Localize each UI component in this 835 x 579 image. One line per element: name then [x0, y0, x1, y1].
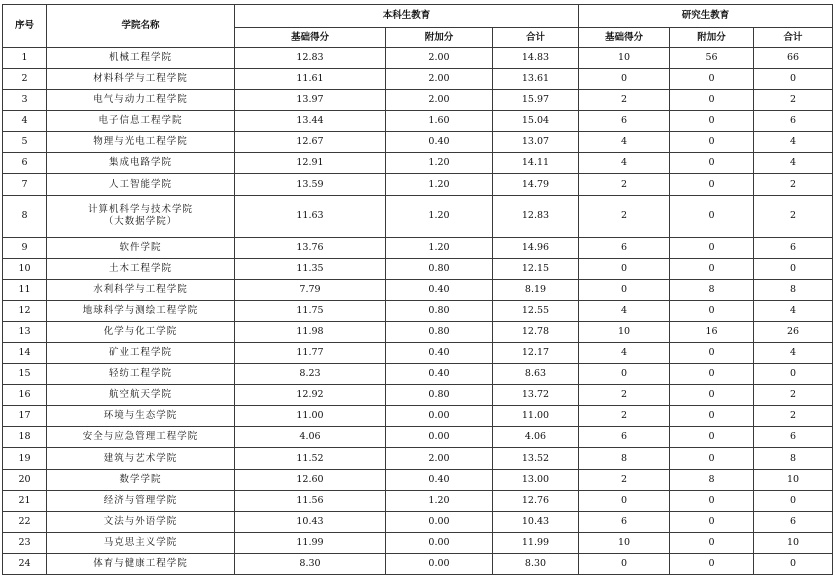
graduate-bonus-cell: 0	[670, 132, 754, 153]
undergrad-total-cell: 12.83	[493, 195, 579, 237]
graduate-total-cell: 8	[754, 448, 833, 469]
table-row	[3, 111, 833, 132]
undergrad-bonus-cell: 1.20	[386, 237, 493, 258]
undergrad-base-cell: 7.79	[235, 279, 386, 300]
undergrad-base-cell: 12.92	[235, 385, 386, 406]
college-name-line: 人工智能学院	[108, 178, 172, 190]
undergrad-bonus-cell: 0.00	[386, 406, 493, 427]
graduate-base-cell: 0	[579, 364, 670, 385]
undergrad-base-cell: 11.63	[235, 195, 386, 237]
graduate-base-cell: 6	[579, 111, 670, 132]
undergrad-base-cell: 13.97	[235, 90, 386, 111]
graduate-total-cell: 0	[754, 364, 833, 385]
undergrad-bonus-cell: 0.80	[386, 322, 493, 343]
undergrad-bonus-cell: 1.60	[386, 111, 493, 132]
college-name-cell	[47, 195, 235, 237]
graduate-base-cell: 10	[579, 48, 670, 69]
college-name-cell	[47, 343, 235, 364]
undergrad-bonus-cell: 0.40	[386, 343, 493, 364]
graduate-base-cell: 0	[579, 490, 670, 511]
college-name-line: 软件学院	[119, 241, 162, 253]
seq-cell: 2	[3, 69, 47, 90]
college-name-line: 土木工程学院	[108, 262, 172, 274]
table-row	[3, 322, 833, 343]
undergrad-base-cell: 11.00	[235, 406, 386, 427]
table-row	[3, 427, 833, 448]
undergrad-base-cell: 11.99	[235, 532, 386, 553]
graduate-bonus-cell: 0	[670, 300, 754, 321]
header-college-name: 学院名称	[47, 5, 235, 48]
graduate-bonus-cell: 0	[670, 385, 754, 406]
undergrad-base-cell: 11.52	[235, 448, 386, 469]
undergrad-base-cell: 13.59	[235, 174, 386, 195]
undergrad-base-cell: 8.23	[235, 364, 386, 385]
college-name-cell	[47, 69, 235, 90]
college-name-cell	[47, 153, 235, 174]
graduate-bonus-cell: 0	[670, 511, 754, 532]
graduate-base-cell: 4	[579, 343, 670, 364]
seq-cell: 8	[3, 195, 47, 237]
undergrad-total-cell: 13.00	[493, 469, 579, 490]
graduate-bonus-cell: 0	[670, 258, 754, 279]
graduate-total-cell: 0	[754, 258, 833, 279]
graduate-base-cell: 2	[579, 195, 670, 237]
graduate-total-cell: 6	[754, 237, 833, 258]
header-undergrad-base: 基础得分	[235, 28, 386, 48]
seq-cell: 19	[3, 448, 47, 469]
college-name-cell	[47, 300, 235, 321]
graduate-total-cell: 6	[754, 511, 833, 532]
graduate-base-cell: 0	[579, 553, 670, 574]
graduate-bonus-cell: 0	[670, 553, 754, 574]
graduate-bonus-cell: 0	[670, 195, 754, 237]
undergrad-total-cell: 13.07	[493, 132, 579, 153]
undergrad-base-cell: 12.91	[235, 153, 386, 174]
college-name-cell	[47, 322, 235, 343]
header-graduate-total: 合计	[754, 28, 833, 48]
graduate-total-cell: 4	[754, 132, 833, 153]
college-name-cell	[47, 427, 235, 448]
undergrad-bonus-cell: 0.00	[386, 511, 493, 532]
seq-cell: 20	[3, 469, 47, 490]
graduate-total-cell: 8	[754, 279, 833, 300]
undergrad-bonus-cell: 0.80	[386, 300, 493, 321]
table-row	[3, 553, 833, 574]
college-name-cell	[47, 364, 235, 385]
college-name-line: 物理与光电工程学院	[93, 136, 188, 148]
college-name-line: 电子信息工程学院	[98, 115, 183, 127]
table-row	[3, 153, 833, 174]
undergrad-total-cell: 14.96	[493, 237, 579, 258]
graduate-base-cell: 0	[579, 258, 670, 279]
graduate-total-cell: 6	[754, 427, 833, 448]
college-name-cell	[47, 48, 235, 69]
undergrad-base-cell: 11.35	[235, 258, 386, 279]
graduate-total-cell: 26	[754, 322, 833, 343]
table-header	[3, 5, 833, 48]
table-row	[3, 490, 833, 511]
graduate-bonus-cell: 16	[670, 322, 754, 343]
graduate-bonus-cell: 8	[670, 469, 754, 490]
header-undergrad-education: 本科生教育	[235, 5, 579, 28]
college-name-cell	[47, 469, 235, 490]
undergrad-base-cell: 11.56	[235, 490, 386, 511]
college-name-line: 数学学院	[119, 473, 162, 485]
undergrad-bonus-cell: 0.80	[386, 385, 493, 406]
college-name-line: 水利科学与工程学院	[93, 283, 188, 295]
header-seq: 序号	[3, 5, 47, 48]
undergrad-total-cell: 12.15	[493, 258, 579, 279]
undergrad-total-cell: 14.11	[493, 153, 579, 174]
college-name-cell	[47, 490, 235, 511]
graduate-total-cell: 0	[754, 69, 833, 90]
header-graduate-bonus: 附加分	[670, 28, 754, 48]
seq-cell: 11	[3, 279, 47, 300]
table-row	[3, 511, 833, 532]
graduate-base-cell: 2	[579, 385, 670, 406]
table-row	[3, 406, 833, 427]
college-name-cell	[47, 132, 235, 153]
undergrad-total-cell: 8.30	[493, 553, 579, 574]
graduate-bonus-cell: 0	[670, 532, 754, 553]
undergrad-bonus-cell: 2.00	[386, 90, 493, 111]
undergrad-base-cell: 10.43	[235, 511, 386, 532]
table-row	[3, 132, 833, 153]
college-name-cell	[47, 532, 235, 553]
undergrad-total-cell: 11.00	[493, 406, 579, 427]
college-name-line: 化学与化工学院	[103, 326, 178, 338]
graduate-base-cell: 10	[579, 322, 670, 343]
college-name-line: 环境与生态学院	[103, 410, 178, 422]
seq-cell: 14	[3, 343, 47, 364]
undergrad-bonus-cell: 0.40	[386, 279, 493, 300]
undergrad-base-cell: 13.76	[235, 237, 386, 258]
table-row	[3, 48, 833, 69]
seq-cell: 13	[3, 322, 47, 343]
table-row	[3, 90, 833, 111]
undergrad-total-cell: 13.61	[493, 69, 579, 90]
graduate-total-cell: 2	[754, 195, 833, 237]
graduate-bonus-cell: 0	[670, 237, 754, 258]
seq-cell: 16	[3, 385, 47, 406]
undergrad-base-cell: 12.60	[235, 469, 386, 490]
graduate-base-cell: 4	[579, 300, 670, 321]
graduate-total-cell: 10	[754, 469, 833, 490]
undergrad-total-cell: 14.79	[493, 174, 579, 195]
seq-cell: 3	[3, 90, 47, 111]
graduate-total-cell: 2	[754, 174, 833, 195]
undergrad-bonus-cell: 0.00	[386, 427, 493, 448]
seq-cell: 18	[3, 427, 47, 448]
graduate-base-cell: 8	[579, 448, 670, 469]
college-name-cell	[47, 553, 235, 574]
undergrad-total-cell: 8.19	[493, 279, 579, 300]
seq-cell: 17	[3, 406, 47, 427]
undergrad-bonus-cell: 2.00	[386, 448, 493, 469]
header-graduate-education: 研究生教育	[579, 5, 833, 28]
undergrad-base-cell: 8.30	[235, 553, 386, 574]
undergrad-base-cell: 12.83	[235, 48, 386, 69]
seq-cell: 4	[3, 111, 47, 132]
college-name-line: 矿业工程学院	[108, 347, 172, 359]
seq-cell: 9	[3, 237, 47, 258]
table-row	[3, 364, 833, 385]
undergrad-base-cell: 11.61	[235, 69, 386, 90]
seq-cell: 1	[3, 48, 47, 69]
table-row	[3, 237, 833, 258]
college-name-line: 集成电路学院	[108, 157, 172, 169]
table-row	[3, 279, 833, 300]
graduate-total-cell: 4	[754, 343, 833, 364]
college-name-cell	[47, 511, 235, 532]
college-name-cell	[47, 258, 235, 279]
table-row	[3, 258, 833, 279]
header-undergrad-bonus: 附加分	[386, 28, 493, 48]
graduate-bonus-cell: 0	[670, 111, 754, 132]
college-name-line: 材料科学与工程学院	[93, 73, 188, 85]
table-body	[3, 48, 833, 575]
graduate-bonus-cell: 0	[670, 490, 754, 511]
graduate-total-cell: 2	[754, 90, 833, 111]
graduate-total-cell: 4	[754, 300, 833, 321]
undergrad-total-cell: 13.52	[493, 448, 579, 469]
graduate-total-cell: 0	[754, 490, 833, 511]
undergrad-base-cell: 12.67	[235, 132, 386, 153]
undergrad-total-cell: 13.72	[493, 385, 579, 406]
undergrad-total-cell: 14.83	[493, 48, 579, 69]
undergrad-bonus-cell: 0.00	[386, 532, 493, 553]
graduate-base-cell: 2	[579, 174, 670, 195]
table-row	[3, 448, 833, 469]
header-graduate-base: 基础得分	[579, 28, 670, 48]
college-name-line: 马克思主义学院	[103, 536, 178, 548]
graduate-total-cell: 2	[754, 385, 833, 406]
graduate-total-cell: 2	[754, 406, 833, 427]
college-name-cell	[47, 111, 235, 132]
graduate-base-cell: 4	[579, 132, 670, 153]
table-row	[3, 69, 833, 90]
college-name-cell	[47, 279, 235, 300]
undergrad-bonus-cell: 0.40	[386, 364, 493, 385]
undergrad-total-cell: 15.04	[493, 111, 579, 132]
undergrad-total-cell: 12.17	[493, 343, 579, 364]
college-name-cell	[47, 90, 235, 111]
seq-cell: 10	[3, 258, 47, 279]
college-name-line: 地球科学与测绘工程学院	[82, 304, 199, 316]
college-name-line: 文法与外语学院	[103, 515, 178, 527]
graduate-bonus-cell: 0	[670, 174, 754, 195]
graduate-total-cell: 6	[754, 111, 833, 132]
seq-cell: 12	[3, 300, 47, 321]
undergrad-total-cell: 10.43	[493, 511, 579, 532]
college-name-line: 经济与管理学院	[103, 494, 178, 506]
table-row	[3, 195, 833, 237]
score-table	[2, 4, 833, 575]
college-name-cell	[47, 237, 235, 258]
college-name-line: 体育与健康工程学院	[93, 557, 188, 569]
seq-cell: 21	[3, 490, 47, 511]
graduate-base-cell: 2	[579, 406, 670, 427]
seq-cell: 24	[3, 553, 47, 574]
undergrad-bonus-cell: 0.40	[386, 132, 493, 153]
graduate-base-cell: 0	[579, 69, 670, 90]
undergrad-total-cell: 11.99	[493, 532, 579, 553]
college-name-line: 电气与动力工程学院	[93, 94, 188, 106]
college-name-line: 航空航天学院	[108, 389, 172, 401]
graduate-total-cell: 0	[754, 553, 833, 574]
header-undergrad-total: 合计	[493, 28, 579, 48]
graduate-base-cell: 6	[579, 511, 670, 532]
graduate-bonus-cell: 0	[670, 364, 754, 385]
table-row	[3, 174, 833, 195]
undergrad-bonus-cell: 0.80	[386, 258, 493, 279]
undergrad-bonus-cell: 2.00	[386, 69, 493, 90]
college-name-cell	[47, 174, 235, 195]
undergrad-bonus-cell: 2.00	[386, 48, 493, 69]
graduate-base-cell: 2	[579, 90, 670, 111]
college-name-line: 轻纺工程学院	[108, 368, 172, 380]
college-name-line: 安全与应急管理工程学院	[82, 431, 199, 443]
undergrad-total-cell: 12.78	[493, 322, 579, 343]
undergrad-base-cell: 11.98	[235, 322, 386, 343]
seq-cell: 6	[3, 153, 47, 174]
graduate-bonus-cell: 0	[670, 90, 754, 111]
graduate-bonus-cell: 56	[670, 48, 754, 69]
undergrad-base-cell: 11.75	[235, 300, 386, 321]
graduate-bonus-cell: 8	[670, 279, 754, 300]
graduate-base-cell: 6	[579, 427, 670, 448]
graduate-bonus-cell: 0	[670, 69, 754, 90]
graduate-total-cell: 4	[754, 153, 833, 174]
undergrad-total-cell: 4.06	[493, 427, 579, 448]
graduate-bonus-cell: 0	[670, 448, 754, 469]
undergrad-base-cell: 13.44	[235, 111, 386, 132]
seq-cell: 7	[3, 174, 47, 195]
undergrad-base-cell: 4.06	[235, 427, 386, 448]
undergrad-bonus-cell: 0.00	[386, 553, 493, 574]
table-row	[3, 469, 833, 490]
college-name-line: 建筑与艺术学院	[103, 452, 178, 464]
graduate-base-cell: 10	[579, 532, 670, 553]
undergrad-total-cell: 12.76	[493, 490, 579, 511]
table-row	[3, 532, 833, 553]
undergrad-bonus-cell: 1.20	[386, 195, 493, 237]
undergrad-total-cell: 8.63	[493, 364, 579, 385]
graduate-base-cell: 4	[579, 153, 670, 174]
seq-cell: 5	[3, 132, 47, 153]
graduate-bonus-cell: 0	[670, 427, 754, 448]
graduate-base-cell: 2	[579, 469, 670, 490]
undergrad-total-cell: 15.97	[493, 90, 579, 111]
graduate-total-cell: 10	[754, 532, 833, 553]
undergrad-bonus-cell: 1.20	[386, 153, 493, 174]
graduate-total-cell: 66	[754, 48, 833, 69]
college-name-line: （大数据学院）	[103, 216, 178, 228]
table-row	[3, 385, 833, 406]
seq-cell: 15	[3, 364, 47, 385]
undergrad-bonus-cell: 0.40	[386, 469, 493, 490]
seq-cell: 23	[3, 532, 47, 553]
college-name-cell	[47, 406, 235, 427]
seq-cell: 22	[3, 511, 47, 532]
undergrad-bonus-cell: 1.20	[386, 174, 493, 195]
undergrad-bonus-cell: 1.20	[386, 490, 493, 511]
graduate-base-cell: 6	[579, 237, 670, 258]
undergrad-base-cell: 11.77	[235, 343, 386, 364]
graduate-bonus-cell: 0	[670, 153, 754, 174]
graduate-base-cell: 0	[579, 279, 670, 300]
college-name-line: 机械工程学院	[108, 52, 172, 64]
college-name-cell	[47, 385, 235, 406]
graduate-bonus-cell: 0	[670, 406, 754, 427]
college-name-line: 计算机科学与技术学院	[87, 204, 193, 216]
graduate-bonus-cell: 0	[670, 343, 754, 364]
college-name-cell	[47, 448, 235, 469]
table-row	[3, 343, 833, 364]
table-row	[3, 300, 833, 321]
undergrad-total-cell: 12.55	[493, 300, 579, 321]
